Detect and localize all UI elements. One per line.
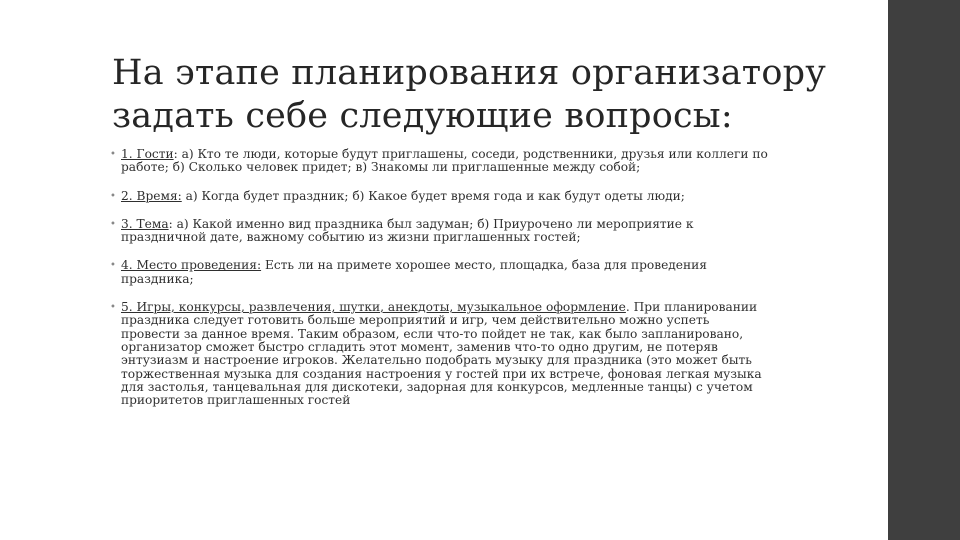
item-text: . При планировании праздника следует готовить больше мероприятий и игр, чем действительно можно успеть провести за данное время. Таким образом, если что-то пойдет не так, как было запланировано, организатор сможет быстро сгладить этот момент, заменив что-то одно другим, не потеряв энтузиазм и настроение игроков. Желательно подобрать музыку для праздника (это может быть торжественная музыка для создания настроения у гостей при их встрече, фоновая легкая музыка для застолья, танцевальная для дискотеки, задорная для конкурсов, медленные танцы) с учетом приоритетов приглашенных гостей xyxy=(121,300,762,408)
slide-title: На этапе планирования организатору задать себе следующие вопросы: xyxy=(112,53,827,136)
bullet-icon: • xyxy=(110,260,116,272)
bullet-icon: • xyxy=(110,190,116,202)
item-heading: 2. Время: xyxy=(121,188,182,203)
list-item-time xyxy=(110,190,770,203)
item-heading: 4. Место проведения: xyxy=(121,258,262,273)
list-item-venue xyxy=(110,259,770,286)
bullet-icon: • xyxy=(110,149,116,160)
list-item-guests xyxy=(110,148,770,175)
item-text: : а) Какой именно вид праздника был задуман; б) Приурочено ли мероприятие к праздничной дате, важному событию из жизни приглашенных гостей; xyxy=(121,216,694,245)
right-accent-bar xyxy=(888,0,960,540)
question-list xyxy=(110,148,770,407)
bullet-icon: • xyxy=(110,302,116,314)
list-item-games xyxy=(110,301,770,407)
item-heading: 3. Тема xyxy=(121,216,169,231)
bullet-icon: • xyxy=(110,218,116,230)
item-text: а) Когда будет праздник; б) Какое будет время года и как будут одеты люди; xyxy=(181,188,685,203)
item-heading: 5. Игры, конкурсы, развлечения, шутки, анекдоты, музыкальное оформление xyxy=(121,300,626,315)
list-item-theme xyxy=(110,218,770,245)
item-heading: 1. Гости xyxy=(121,147,174,161)
item-text: Есть ли на примете хорошее место, площадка, база для проведения праздника; xyxy=(121,258,707,286)
item-text: : а) Кто те люди, которые будут приглашены, соседи, родственники, друзья или коллеги по работе; б) Сколько человек придет; в) Знакомы ли приглашенные между собой; xyxy=(121,147,768,175)
